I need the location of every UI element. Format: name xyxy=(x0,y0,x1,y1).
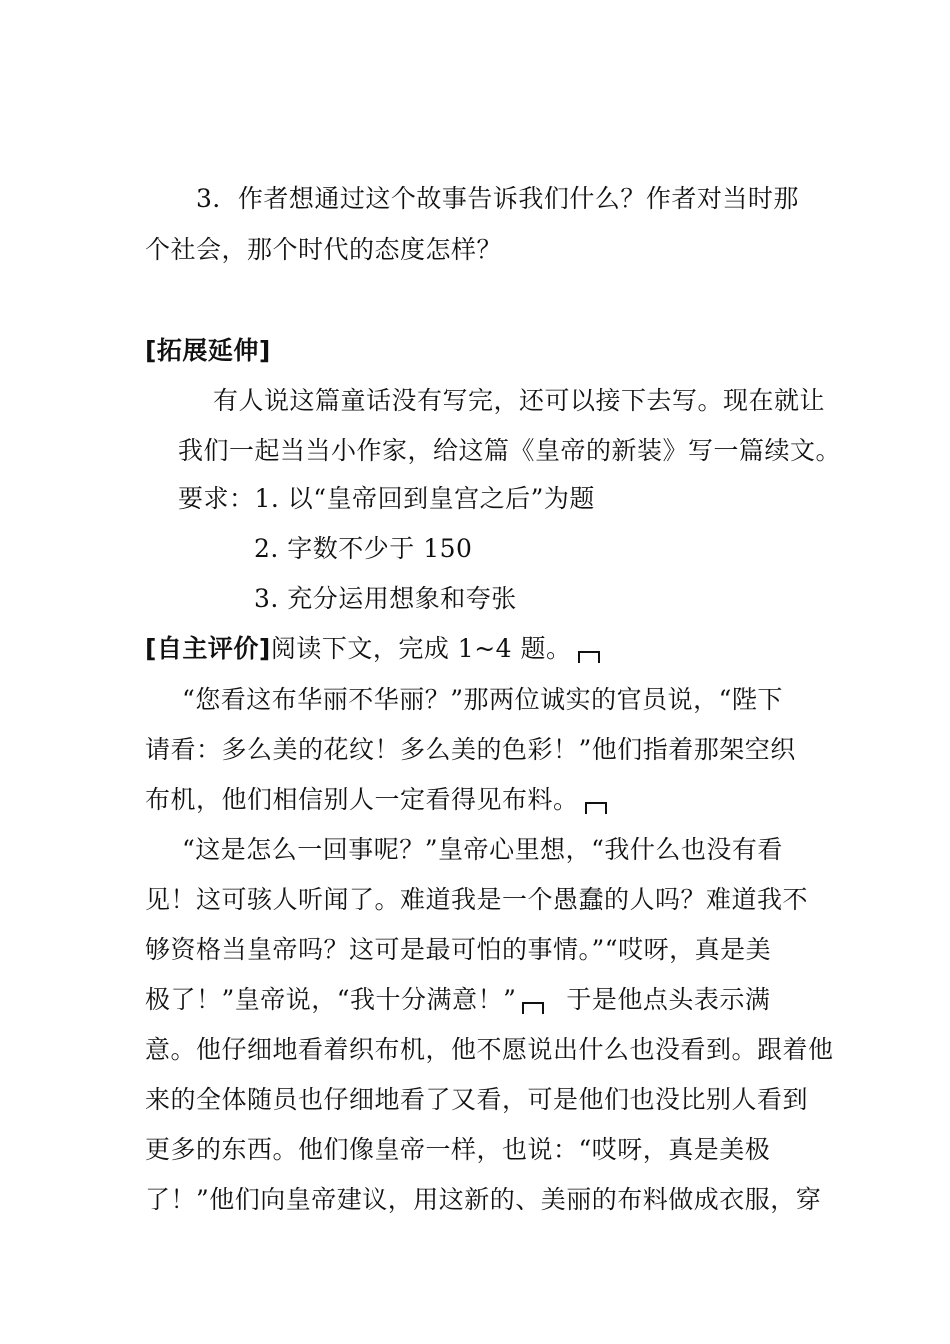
bracket-mark-icon xyxy=(585,802,607,814)
passage-line-1: “您看这布华丽不华丽？”那两位诚实的官员说，“陛下 xyxy=(182,685,783,714)
passage-line-4: “这是怎么一回事呢？”皇帝心里想，“我什么也没有看 xyxy=(182,835,783,864)
self-evaluation-line xyxy=(145,632,600,666)
requirement-2: 2. 字数不少于 150 xyxy=(254,534,473,563)
passage-line-2: 请看：多么美的花纹！多么美的色彩！”他们指着那架空织 xyxy=(145,735,796,764)
bracket-mark-icon xyxy=(578,651,600,663)
passage-line-3 xyxy=(145,783,607,817)
requirement-3: 3. 充分运用想象和夸张 xyxy=(254,584,517,613)
self-evaluation-instruction: 阅读下文，完成 1~4 题。 xyxy=(270,634,572,663)
passage-line-11: 了！”他们向皇帝建议，用这新的、美丽的布料做成衣服，穿 xyxy=(145,1185,822,1214)
self-evaluation-heading: [自主评价] xyxy=(145,634,271,663)
extension-paragraph-line-1: 有人说这篇童话没有写完，还可以接下去写。现在就让 xyxy=(213,386,826,415)
question-3-line-1: 3．作者想通过这个故事告诉我们什么？作者对当时那 xyxy=(196,184,799,213)
passage-line-9: 来的全体随员也仔细地看了又看，可是他们也没比别人看到 xyxy=(145,1085,809,1114)
passage-line-7-continuation: 于是他点头表示满 xyxy=(566,985,771,1014)
passage-line-3-text: 布机，他们相信别人一定看得见布料。 xyxy=(145,785,579,814)
passage-line-5: 见！这可骇人听闻了。难道我是一个愚蠢的人吗？难道我不 xyxy=(145,885,809,914)
extension-heading: [拓展延伸] xyxy=(145,336,271,365)
bracket-mark-icon xyxy=(522,1002,544,1014)
passage-line-10: 更多的东西。他们像皇帝一样，也说：“哎呀，真是美极 xyxy=(145,1135,771,1164)
passage-line-6: 够资格当皇帝吗？这可是最可怕的事情。”“哎呀，真是美 xyxy=(145,935,772,964)
passage-line-7-text: 极了！”皇帝说，“我十分满意！” xyxy=(145,985,517,1014)
passage-line-8: 意。他仔细地看着织布机，他不愿说出什么也没看到。跟着他 xyxy=(145,1035,834,1064)
question-3-line-2: 个社会，那个时代的态度怎样？ xyxy=(145,235,503,264)
extension-paragraph-line-2: 我们一起当当小作家，给这篇《皇帝的新装》写一篇续文。 xyxy=(178,436,842,465)
requirement-1: 要求：1. 以“皇帝回到皇宫之后”为题 xyxy=(178,484,595,513)
passage-line-7 xyxy=(145,983,770,1017)
